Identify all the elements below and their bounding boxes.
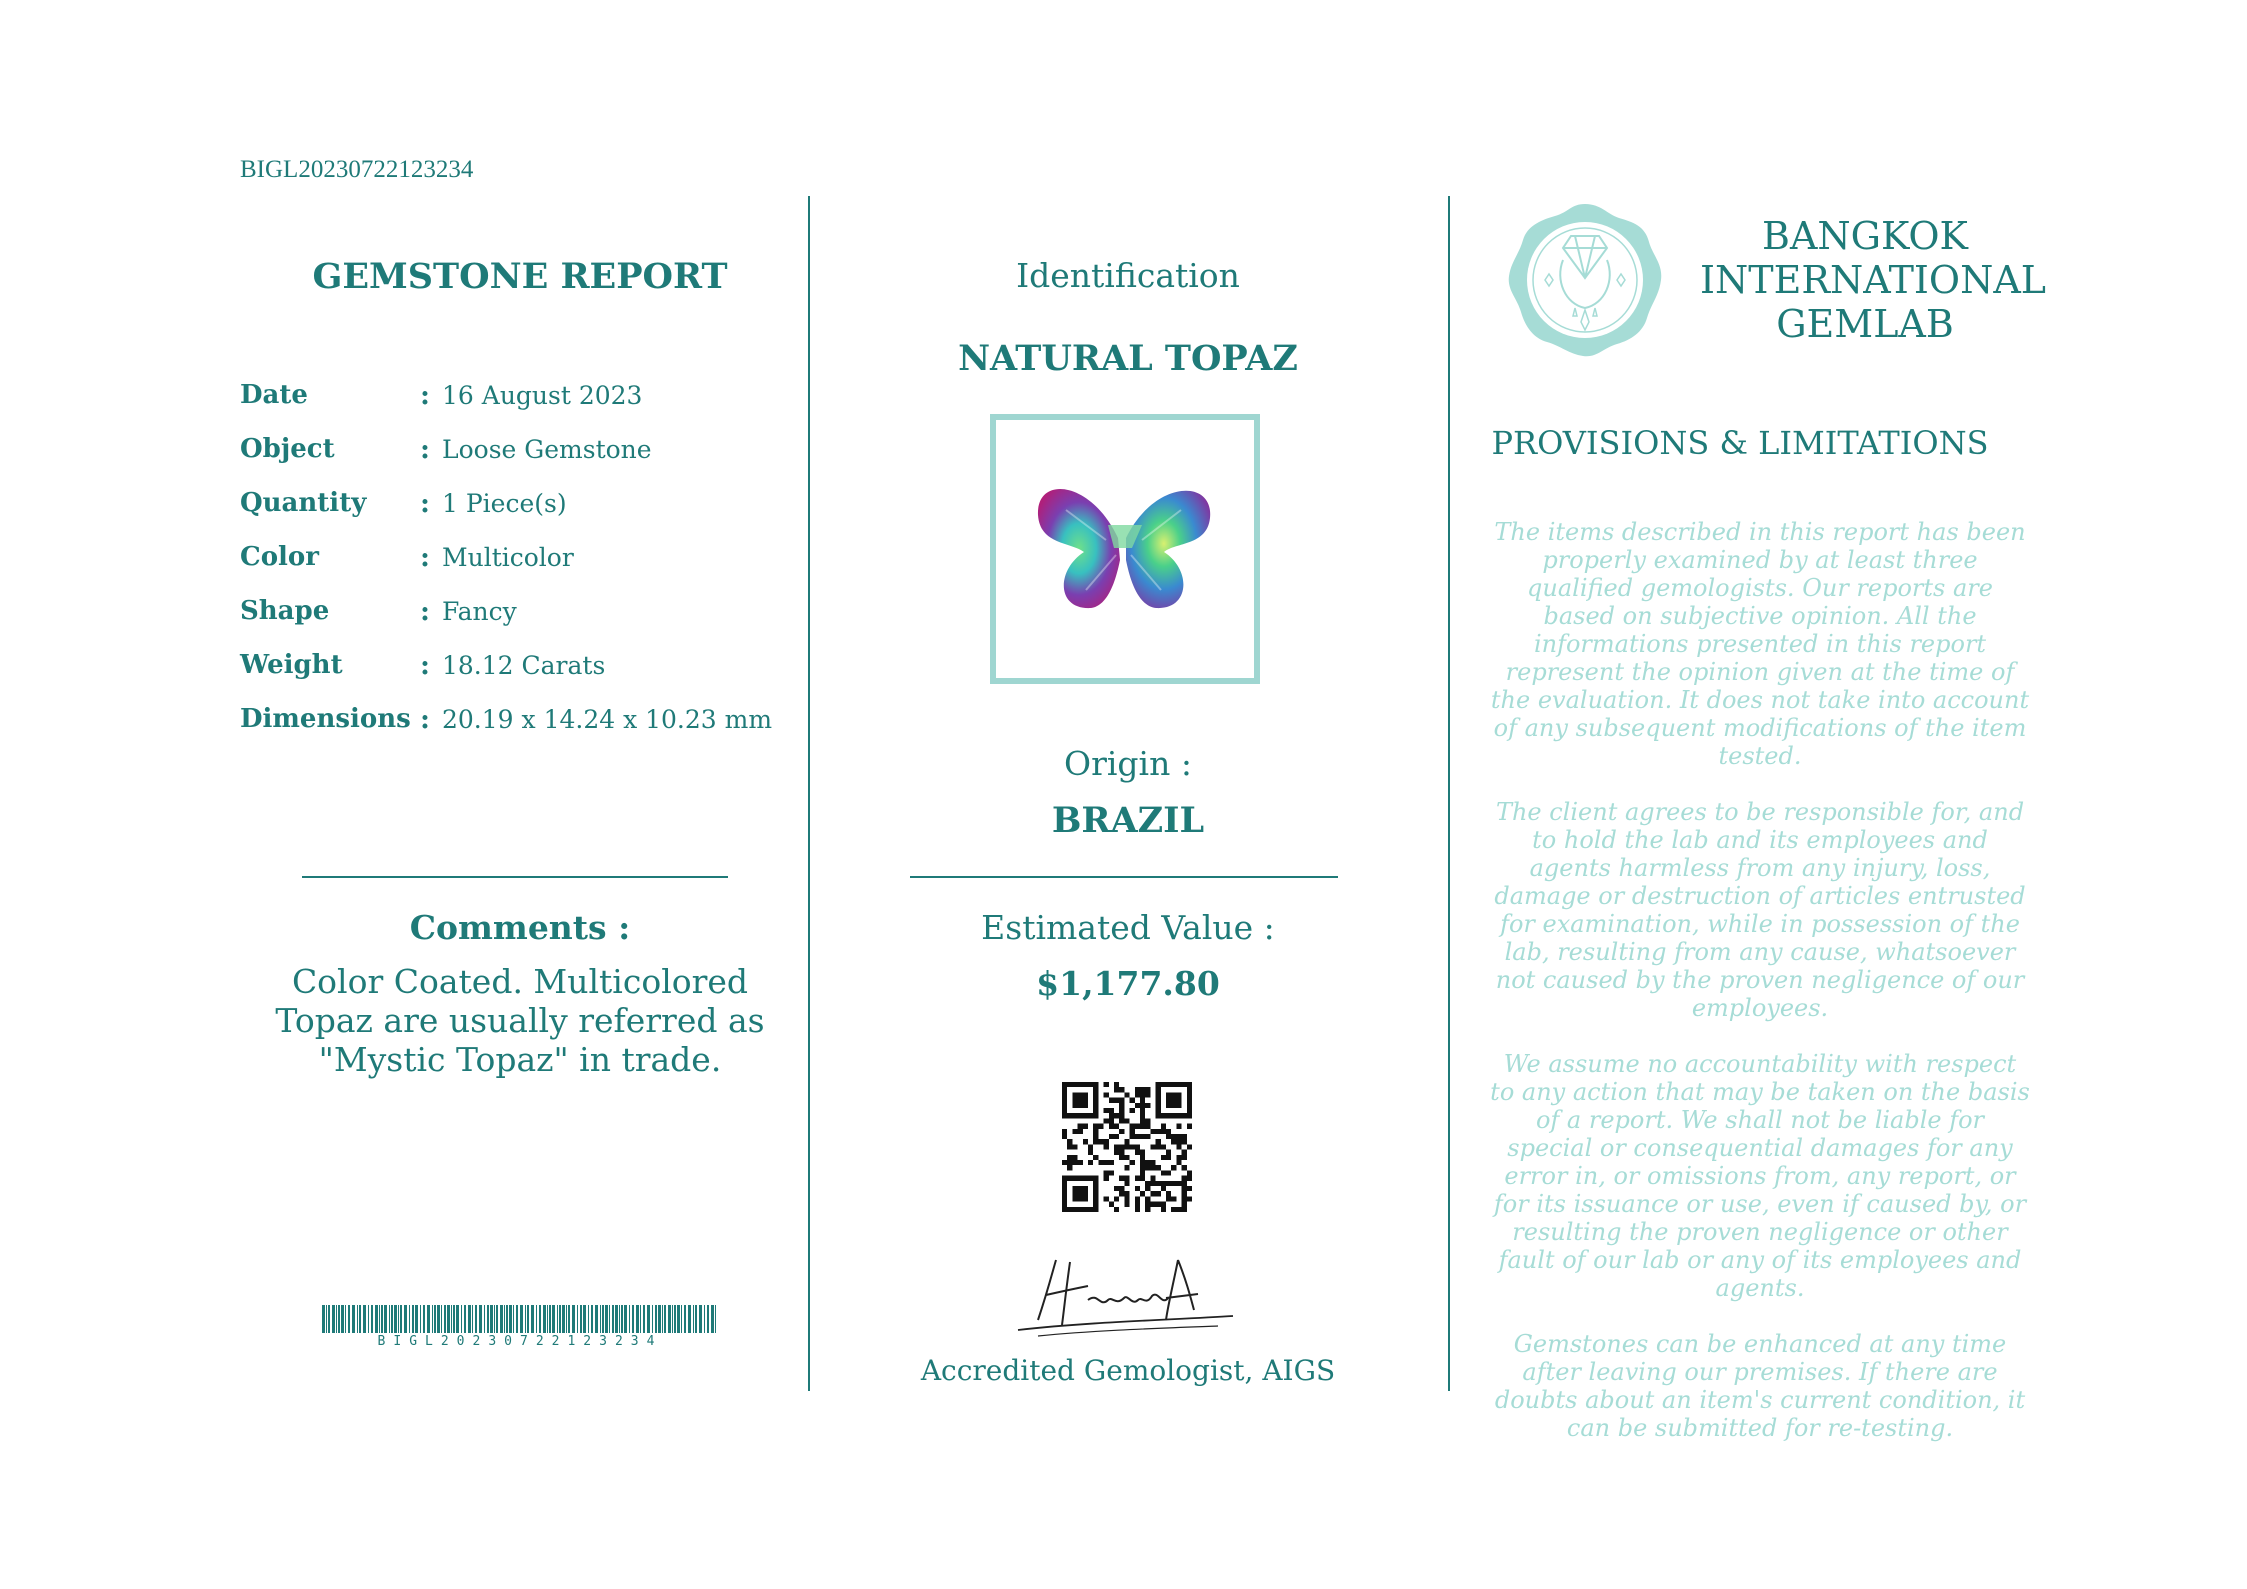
field-row-quantity xyxy=(240,476,800,530)
provisions-body xyxy=(1490,518,2030,1470)
comments-text: Color Coated. Multicolored Topaz are usually referred as "Mystic Topaz" in trade. xyxy=(275,962,765,1079)
field-label: Color xyxy=(240,542,319,572)
column-divider-right xyxy=(1448,196,1450,1391)
origin-label: Origin : xyxy=(1064,744,1192,783)
origin-value: BRAZIL xyxy=(1051,800,1205,841)
field-colon: : xyxy=(420,379,430,411)
gemologist-title: Accredited Gemologist, AIGS xyxy=(920,1354,1336,1387)
qr-code[interactable] xyxy=(1062,1082,1192,1212)
field-colon: : xyxy=(420,487,430,519)
identification-label: Identification xyxy=(1016,256,1240,295)
gem-name: NATURAL TOPAZ xyxy=(958,338,1298,379)
lab-name-line: INTERNATIONAL xyxy=(1700,258,2047,302)
field-row-dimensions xyxy=(240,692,800,746)
field-colon: : xyxy=(420,541,430,573)
field-value: Loose Gemstone xyxy=(442,434,652,464)
field-row-date xyxy=(240,368,800,422)
field-colon: : xyxy=(420,595,430,627)
field-value: 20.19 x 14.24 x 10.23 mm xyxy=(442,704,773,734)
comments-title: Comments : xyxy=(409,908,631,947)
barcode xyxy=(322,1305,718,1333)
lab-seal-logo xyxy=(1505,200,1665,360)
butterfly-gem-icon xyxy=(996,420,1254,678)
provisions-paragraph: Gemstones can be enhanced at any time after leaving our premises. If there are doubts about an item's current condition, it can be submitted for re-testing. xyxy=(1494,1330,2026,1442)
field-value: 1 Piece(s) xyxy=(442,488,567,518)
field-colon: : xyxy=(420,433,430,465)
field-row-object xyxy=(240,422,800,476)
field-label: Date xyxy=(240,380,308,410)
field-value: 16 August 2023 xyxy=(442,380,643,410)
field-label: Weight xyxy=(240,650,343,680)
field-label: Quantity xyxy=(240,488,367,518)
report-id: BIGL20230722123234 xyxy=(240,156,474,183)
divider-line xyxy=(910,876,1338,878)
barcode-text: BIGL20230722123234 xyxy=(377,1334,663,1349)
estimated-value: $1,177.80 xyxy=(1036,964,1220,1003)
estimated-value-label: Estimated Value : xyxy=(981,908,1275,947)
provisions-paragraph: We assume no accountability with respect to any action that may be taken on the basis of a report. We shall not be liable for special or consequential damages for any error in, or omissions from, any report, or for its issuance or use, even if caused by, or resulting the proven negligence or other fault of our lab or any of its employees and agents. xyxy=(1490,1050,2030,1302)
provisions-title: PROVISIONS & LIMITATIONS xyxy=(1491,424,1989,462)
provisions-paragraph: The items described in this report has been properly examined by at least three qualified gemologists. Our reports are based on subjective opinion. All the informations presented in this report represent the opinion given at the time of the evaluation. It does not take into account of any subsequent modifications of the item tested. xyxy=(1490,518,2030,770)
field-row-weight xyxy=(240,638,800,692)
field-label: Dimensions xyxy=(240,704,411,734)
gem-photo xyxy=(990,414,1260,684)
field-label: Shape xyxy=(240,596,330,626)
field-colon: : xyxy=(420,649,430,681)
field-row-color xyxy=(240,530,800,584)
field-label: Object xyxy=(240,434,335,464)
report-fields xyxy=(240,368,800,746)
field-value: 18.12 Carats xyxy=(442,650,606,680)
lab-name xyxy=(1700,214,2047,346)
lab-name-line: BANGKOK xyxy=(1762,214,1968,258)
provisions-paragraph: The client agrees to be responsible for, and to hold the lab and its employees and agents harmless from any injury, loss, damage or destruction of articles entrusted for examination, while in possession of the lab, resulting from any cause, whatsoever not caused by the proven negligence of our employees. xyxy=(1494,798,2026,1022)
signature xyxy=(1008,1250,1240,1340)
report-title: GEMSTONE REPORT xyxy=(312,256,728,297)
field-row-shape xyxy=(240,584,800,638)
field-value: Fancy xyxy=(442,596,517,626)
divider-line xyxy=(302,876,728,878)
field-colon: : xyxy=(420,703,430,735)
field-value: Multicolor xyxy=(442,542,574,572)
lab-name-line: GEMLAB xyxy=(1776,302,1954,346)
